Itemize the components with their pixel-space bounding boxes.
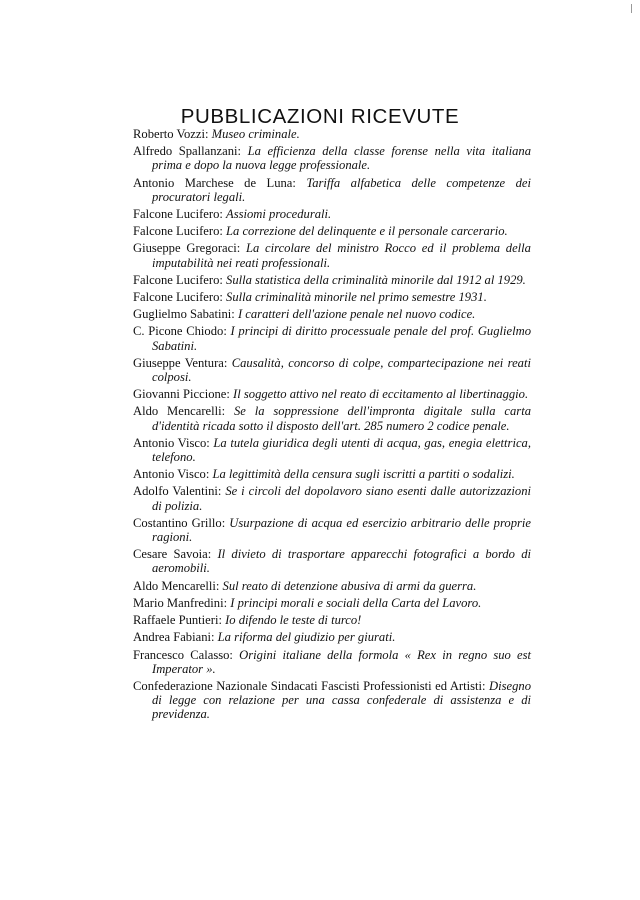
entry-title: Io difendo le teste di turco! xyxy=(225,613,362,628)
entry-title: Causalità, concorso di colpe, compartecipazione nei reati colposi. xyxy=(152,355,531,385)
entry-title: Origini italiane della formola « Rex in regno suo est Imperator ». xyxy=(152,647,532,676)
entry-author: Alfredo Spallanzani: xyxy=(133,144,248,159)
entry-title: I principi di diritto processuale penale del prof. Guglielmo Sabatini. xyxy=(152,324,531,353)
entry-author: Antonio Visco: xyxy=(133,435,214,450)
publication-entry xyxy=(133,579,531,593)
entry-author: Guglielmo Sabatini: xyxy=(133,307,238,322)
publication-entry xyxy=(133,648,531,676)
entry-author: Antonio Visco: xyxy=(133,467,213,482)
scan-edge-mark xyxy=(631,4,632,13)
publication-entry xyxy=(133,404,531,432)
entry-author: Adolfo Valentini: xyxy=(133,484,226,499)
publication-entry xyxy=(133,144,531,172)
entry-title: La tutela giuridica degli utenti di acqua, gas, enegia elettrica, telefono. xyxy=(152,435,531,465)
entry-author: Cesare Savoia: xyxy=(133,547,218,562)
publication-entry xyxy=(133,547,531,575)
entry-title: Sulla criminalità minorile nel primo semestre 1931. xyxy=(226,290,487,305)
publication-entry xyxy=(133,273,531,287)
entry-title: Assiomi procedurali. xyxy=(226,207,332,222)
publication-entry xyxy=(133,207,531,221)
publication-entry xyxy=(133,241,531,269)
entry-title: Se i circoli del dopolavoro siano esenti dalle autorizzazioni di polizia. xyxy=(152,484,531,513)
entry-author: Falcone Lucifero: xyxy=(133,272,227,287)
entry-author: Giovanni Piccione: xyxy=(133,387,234,402)
entry-title: La efficienza della classe forense nella vita italiana prima e dopo la nuova legge professionale. xyxy=(152,144,531,173)
entry-title: Disegno di legge con relazione per una cassa confederale di assistenza e di previdenza. xyxy=(152,678,531,722)
entry-author: Costantino Grillo: xyxy=(133,515,230,530)
entry-author: Confederazione Nazionale Sindacati Fascisti Professionisti ed Artisti: xyxy=(133,678,490,693)
entry-title: Sulla statistica della criminalità minorile dal 1912 al 1929. xyxy=(226,272,526,287)
entry-title: I caratteri dell'azione penale nel nuovo codice. xyxy=(237,307,476,322)
publication-entry xyxy=(133,467,531,481)
publication-entry xyxy=(133,613,531,627)
entry-author: Mario Manfredini: xyxy=(133,595,231,610)
entry-author: Andrea Fabiani: xyxy=(133,630,218,645)
entry-title: La correzione del delinquente e il personale carcerario. xyxy=(226,224,508,239)
publication-entry xyxy=(133,516,531,544)
entry-title: La circolare del ministro Rocco ed il problema della imputabilità nei reati professionali. xyxy=(152,241,531,270)
entry-title: Il divieto di trasportare apparecchi fotografici a bordo di aeromobili. xyxy=(152,547,531,576)
publication-entry xyxy=(133,387,531,401)
entry-title: Sul reato di detenzione abusiva di armi da guerra. xyxy=(222,578,477,593)
page-title: PUBBLICAZIONI RICEVUTE xyxy=(180,104,460,128)
entry-title: Usurpazione di acqua ed esercizio arbitrario delle proprie ragioni. xyxy=(152,515,531,545)
entry-title: Tariffa alfabetica delle competenze dei procuratori legali. xyxy=(152,175,531,204)
entry-author: Falcone Lucifero: xyxy=(133,290,227,305)
publication-list xyxy=(133,127,531,725)
entry-author: Giuseppe Gregoraci: xyxy=(133,241,246,256)
publication-entry xyxy=(133,484,531,512)
publication-entry xyxy=(133,630,531,644)
publication-entry xyxy=(133,679,531,722)
publication-entry xyxy=(133,324,531,352)
publication-entry xyxy=(133,436,531,464)
entry-author: Antonio Marchese de Luna: xyxy=(133,175,307,190)
publication-entry xyxy=(133,356,531,384)
publication-entry xyxy=(133,307,531,321)
entry-author: Falcone Lucifero: xyxy=(133,224,227,239)
entry-author: Aldo Mencarelli: xyxy=(133,578,223,593)
publication-entry xyxy=(133,127,531,141)
entry-author: Aldo Mencarelli: xyxy=(133,404,234,419)
entry-title: Se la soppressione dell'impronta digitale sulla carta d'identità ricada sotto il disposto dell'art. 285 numero 2 codice penale. xyxy=(152,404,531,433)
entry-author: Francesco Calasso: xyxy=(133,647,240,662)
entry-author: Roberto Vozzi: xyxy=(133,127,212,141)
entry-author: Raffaele Puntieri: xyxy=(133,613,226,628)
publication-entry xyxy=(133,176,531,204)
entry-author: Giuseppe Ventura: xyxy=(133,355,232,370)
publication-entry xyxy=(133,596,531,610)
entry-author: Falcone Lucifero: xyxy=(133,207,227,222)
entry-title: La riforma del giudizio per giurati. xyxy=(217,630,396,645)
entry-title: Museo criminale. xyxy=(211,127,300,141)
publication-entry xyxy=(133,290,531,304)
entry-author: C. Picone Chiodo: xyxy=(133,324,231,339)
entry-title: La legittimità della censura sugli iscritti a partiti o sodalizi. xyxy=(212,467,515,482)
publication-entry xyxy=(133,224,531,238)
entry-title: Il soggetto attivo nel reato di eccitamento al libertinaggio. xyxy=(233,387,529,402)
entry-title: I principi morali e sociali della Carta del Lavoro. xyxy=(230,595,482,610)
